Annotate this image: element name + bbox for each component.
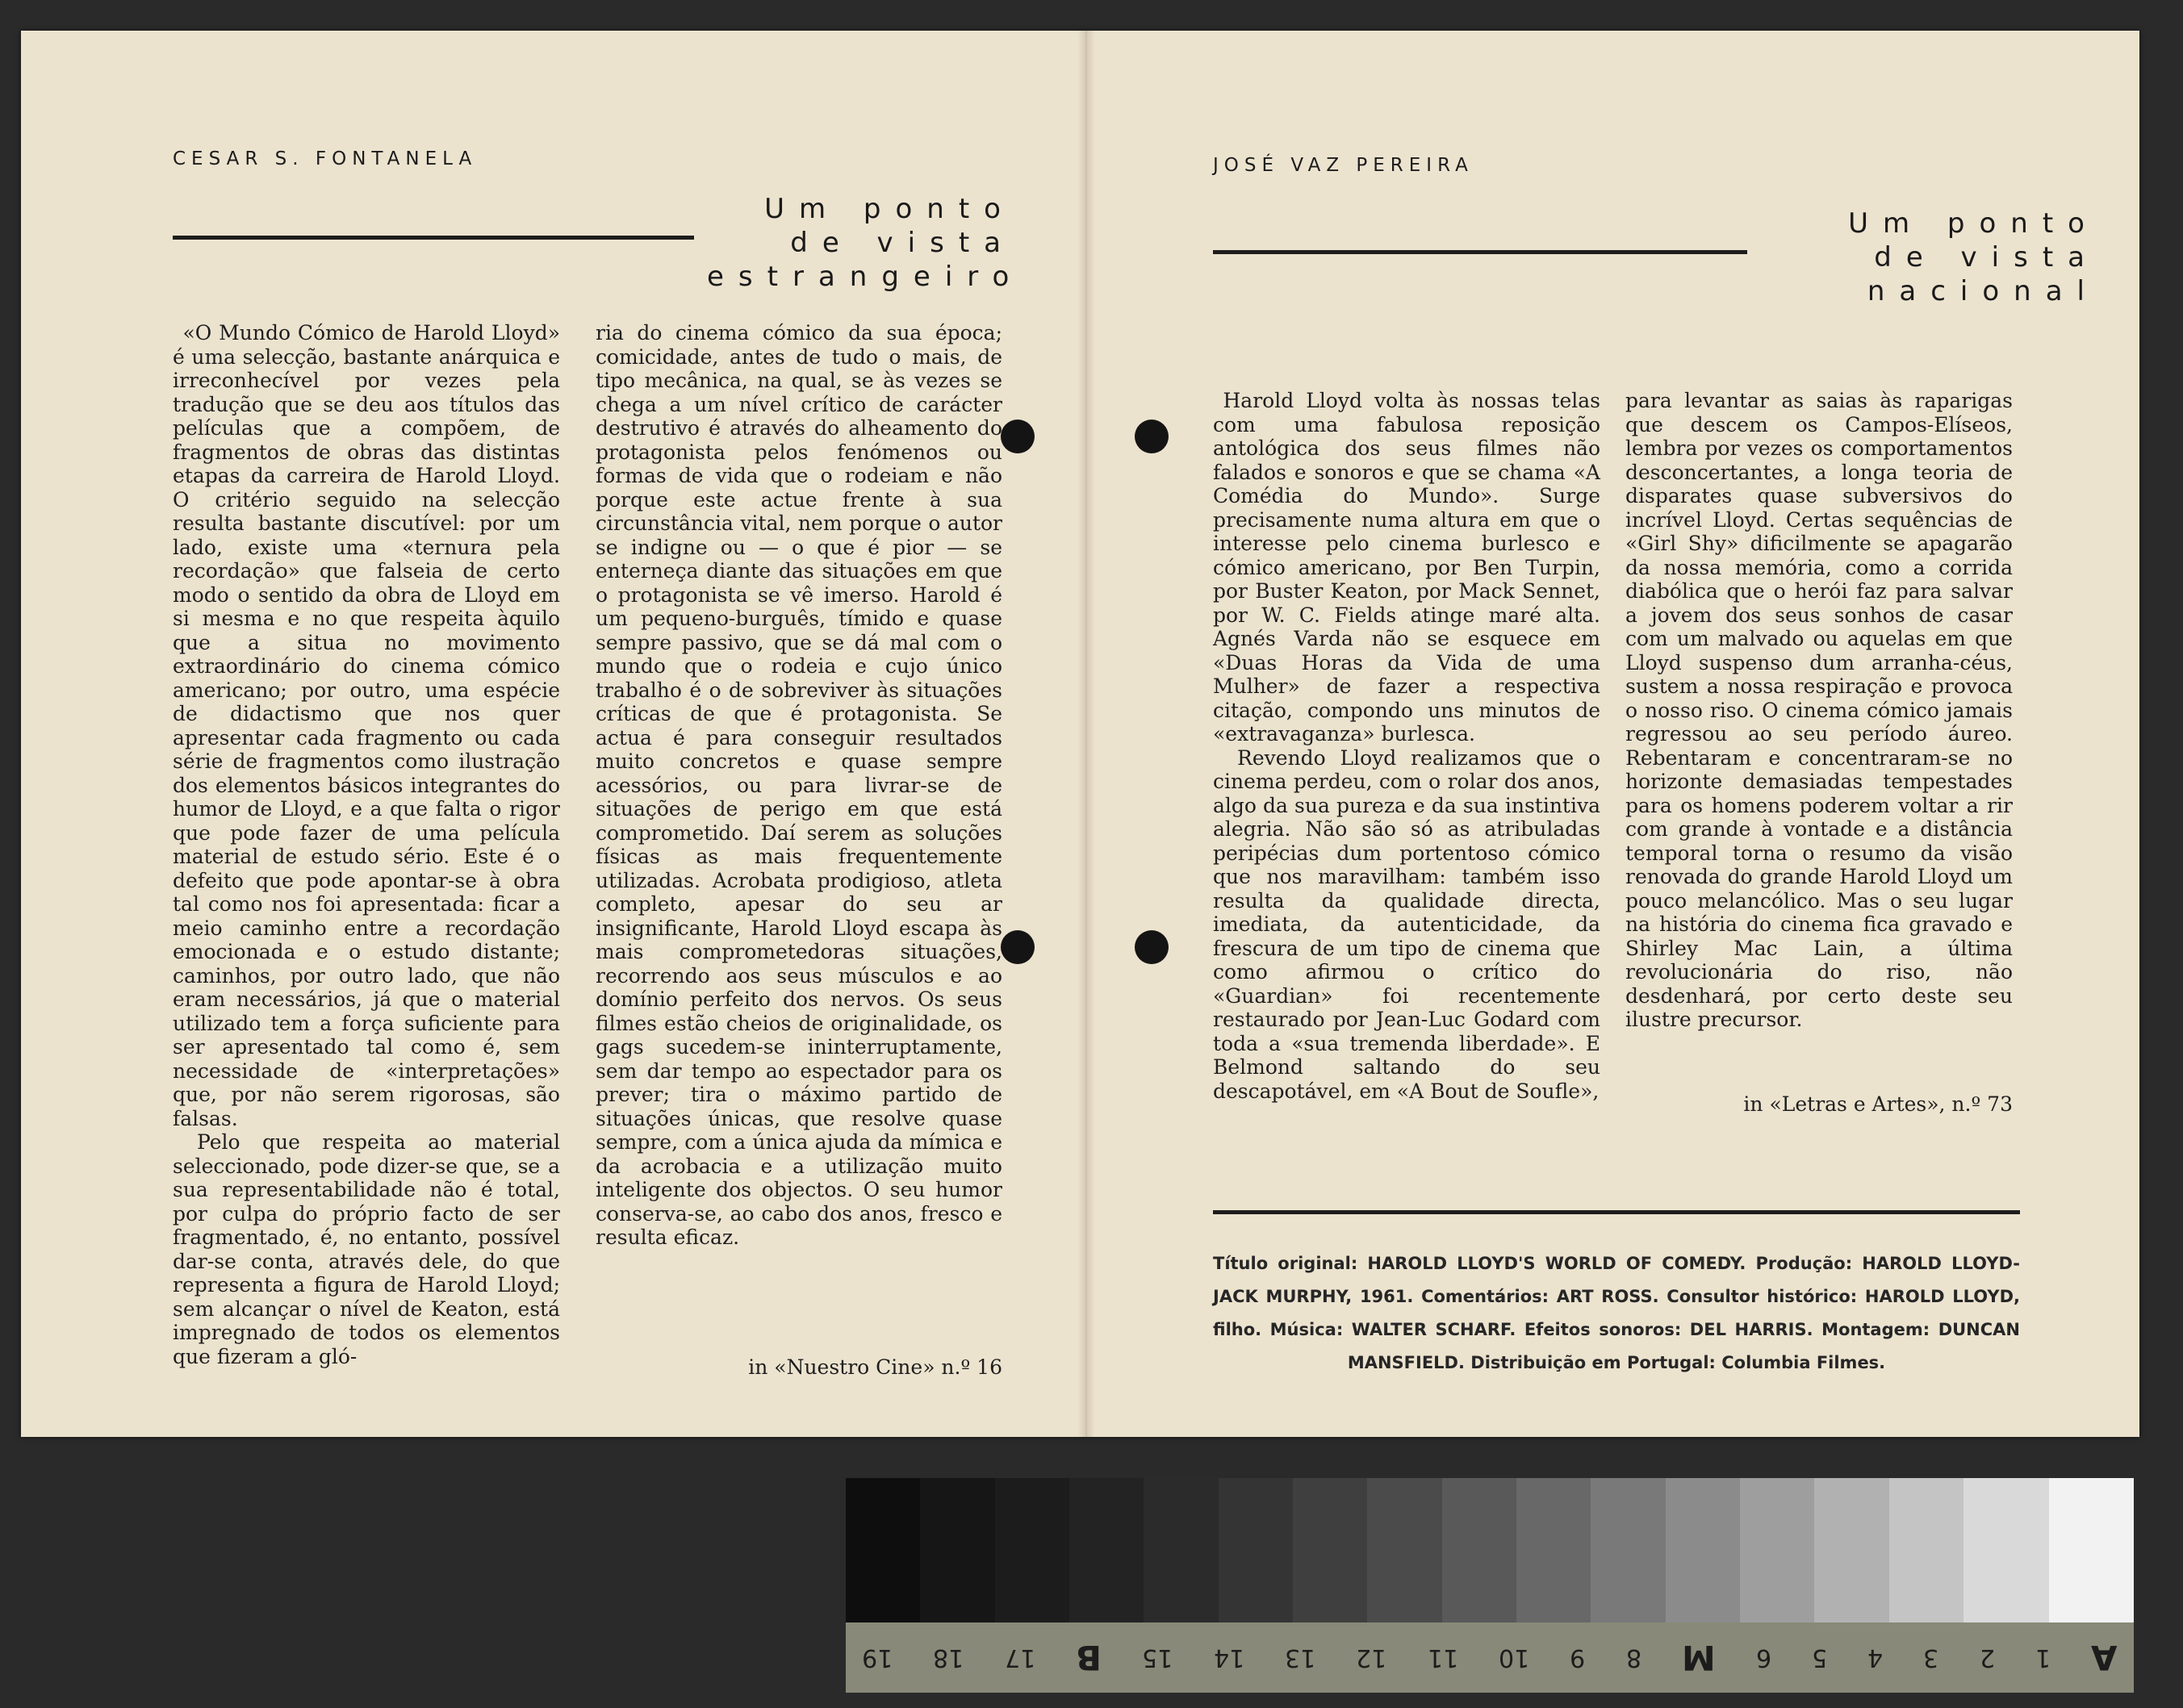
grey-patch — [1293, 1478, 1367, 1622]
author-name: CESAR S. FONTANELA — [173, 148, 478, 169]
title-rule — [173, 236, 694, 240]
paragraph: Revendo Lloyd realizamos que o cinema perdeu, com o rolar dos anos, algo da sua pureza e da sua instintiva alegria. Não são só as atribuladas peripécias dum portentoso cómico que nos maravilham: também isso resulta da qualidade directa, imediata, da autenticidade, da frescura de um tipo de cinema que como afirmou o crítico do «Guardian» foi recentemente restaurado por Jean-Luc Godard com toda a «sua tremenda liberdade». E Belmond saltando do seu descapotável, em «A Bout de Soufle», — [1213, 745, 1600, 1103]
section-title — [707, 192, 1024, 294]
right-page — [1095, 31, 2139, 1437]
paragraph: Pelo que respeita ao material seleccionado, pode dizer-se que, se a sua representabilidade não é total, por culpa do próprio facto de ser fragmentado, é, no entanto, possível dar-se conta, através dele, do que representa a figura de Harold Lloyd; sem alcançar o nível de Keaton, está impregnado de todos os elementos que fizeram a gló- — [173, 1130, 560, 1368]
grey-patch — [1516, 1478, 1591, 1622]
center-fold — [1077, 31, 1095, 1437]
ruler-label: 1 — [2035, 1643, 2051, 1672]
title-line: de vista — [1874, 241, 2099, 274]
ruler-label: 12 — [1356, 1643, 1387, 1672]
ruler-label: 17 — [1004, 1643, 1035, 1672]
article-source: in «Letras e Artes», n.º 73 — [1743, 1092, 2013, 1116]
grey-patch — [920, 1478, 994, 1622]
title-line: Um ponto — [764, 193, 1015, 225]
ruler-label: 5 — [1811, 1643, 1828, 1672]
grey-patch — [1591, 1478, 1665, 1622]
ruler-label: 8 — [1625, 1643, 1641, 1672]
title-line: de vista — [790, 227, 1015, 259]
paragraph: ria do cinema cómico da sua época; comicidade, antes de tudo o mais, de tipo mecânica, na qual, se às vezes se chega a um nível crítico de carácter destrutivo é através do alheamento do protagonista pelos fenómenos ou formas de vida que o rodeiam e não porque este actue frente à sua circunstância vital, nem porque o autor se indigne ou — o que é pior — se enterneça diante das situações em que o protagonista se vê imerso. Harold é um pequeno-burguês, tímido e quase sempre passivo, que se dá mal com o mundo que o rodeia e cujo único trabalho é o de sobreviver às situações críticas de que é protagonista. Se actua é para conseguir resultados muito concretos e quase sempre acessórios, ou para livrar-se de situações de perigo em que está comprometido. Daí serem as soluções físicas as mais frequentemente utilizadas. Acrobata prodigioso, atleta completo, apesar do seu ar insignificante, Harold Lloyd escapa às mais comprometedoras situações, recorrendo aos seus músculos e ao domínio perfeito dos nervos. Os seus filmes estão cheios de originalidade, os gags sucedem-se ininterruptamente, sem dar tempo ao espectador para os prever; tira o máximo partido de situações únicas, que resolve quase sempre, com a única ajuda da mímica e da acrobacia e a utilização muito inteligente dos objectos. O seu humor conserva-se, ao cabo dos anos, fresco e resulta eficaz. — [596, 321, 1002, 1249]
greyscale-calibration-strip — [846, 1478, 1963, 1622]
paragraph: Harold Lloyd volta às nossas telas com uma fabulosa reposição antológica dos seus filmes não falados e sonoros e que se chama «A Comédia do Mundo». Surge precisamente numa altura em que o interesse pelo cinema burlesco e cómico americano, por Ben Turpin, por Buster Keaton, por Mack Sennet, por W. C. Fields atinge maré alta. Agnés Varda não se esquece em «Duas Horas da Vida de uma Mulher» de fazer a respectiva citação, compondo uns minutos de «extravaganza» burlesca. — [1213, 389, 1600, 745]
grey-patch — [2049, 1478, 2135, 1622]
paragraph: «O Mundo Cómico de Harold Lloyd» é uma selecção, bastante anárquica e irreconhecível por vezes pela tradução que se deu aos títulos das películas que a compõem, de fragmentos de obras das distintas etapas da carreira de Harold Lloyd. O critério seguido na selecção resulta bastante discutível: por um lado, existe uma «ternura pela recordação» que falseia de certo modo o sentido da obra de Lloyd em si mesma e no que respeita àquilo que a situa no movimento extraordinário do cinema cómico americano; por outro, uma espécie de didactismo que nos quer apresentar cada fragmento ou cada série de fragmentos como ilustração dos elementos básicos integrantes do humor de Lloyd, e a que falta o rigor que pode fazer de uma película material de estudo sério. Este é o defeito que pode apontar-se à obra tal como nos foi apresentada: ficar a meio caminho entre a recordação emocionada e o estudo distante; caminhos, por outro lado, que não eram necessários, já que o material utilizado tem a força suficiente para ser apresentado tal como é, sem necessidade de «interpretações» que, por não serem rigorosas, são falsas. — [173, 321, 560, 1130]
credits-rule — [1213, 1210, 2020, 1214]
ruler-label: 10 — [1498, 1643, 1530, 1672]
ruler-label: A — [2091, 1638, 2118, 1677]
white-calibration-patches — [1963, 1478, 2134, 1622]
grey-patch — [995, 1478, 1069, 1622]
article-column-2 — [596, 321, 1002, 1250]
film-credits: Título original: HAROLD LLOYD'S WORLD OF COMEDY. Produção: HAROLD LLOYD-JACK MURPHY, 1961. Comentários: ART ROSS. Consultor histórico: HAROLD LLOYD, filho. Música: WALTER SCHARF. Efeitos sonoros: DEL HARRIS. Montagem: DUNCAN MANSFIELD. Distribuição em Portugal: Columbia Filmes. — [1213, 1254, 2020, 1372]
article-column-2 — [1625, 389, 2013, 1032]
ruler-label: 15 — [1142, 1643, 1173, 1672]
grey-patch — [846, 1478, 920, 1622]
grey-patch — [1740, 1478, 1814, 1622]
ruler-label: 3 — [1923, 1643, 1939, 1672]
ruler-label: 4 — [1867, 1643, 1884, 1672]
grey-patch — [1814, 1478, 1888, 1622]
section-title — [1757, 207, 2099, 308]
article-source: in «Nuestro Cine» n.º 16 — [748, 1355, 1002, 1379]
ruler-label: 14 — [1213, 1643, 1244, 1672]
ruler-label: 19 — [862, 1643, 893, 1672]
title-line: nacional — [1867, 275, 2099, 307]
ruler-label: B — [1076, 1638, 1102, 1677]
grey-patch — [1889, 1478, 1963, 1622]
grey-patch — [1963, 1478, 2049, 1622]
grey-patch — [1666, 1478, 1740, 1622]
grey-patch — [1367, 1478, 1441, 1622]
ruler-label: 9 — [1570, 1643, 1586, 1672]
folded-leaflet — [21, 31, 2139, 1437]
ruler-label: 11 — [1427, 1643, 1458, 1672]
title-line: Um ponto — [1848, 207, 2099, 240]
scale-ruler — [846, 1622, 2134, 1693]
article-column-1 — [173, 321, 560, 1368]
title-rule — [1213, 250, 1747, 254]
ruler-label: M — [1681, 1638, 1716, 1677]
left-page — [21, 31, 1077, 1437]
grey-patch — [1144, 1478, 1218, 1622]
author-name: JOSÉ VAZ PEREIRA — [1213, 155, 1474, 176]
ruler-label: 2 — [1979, 1643, 1995, 1672]
grey-patch — [1442, 1478, 1516, 1622]
ruler-label: 13 — [1284, 1643, 1316, 1672]
grey-patch — [1219, 1478, 1293, 1622]
paragraph: para levantar as saias às raparigas que descem os Campos-Elíseos, lembra por vezes os comportamentos desconcertantes, a longa teoria de disparates quase subversivos do incrível Lloyd. Certas sequências de «Girl Shy» dificilmente se apagarão da nossa memória, como a corrida diabólica que o herói faz para salvar a jovem dos seus sonhos de casar com um malvado ou aquelas em que Lloyd suspenso dum arranha-céus, sustem a nossa respiração e provoca o nosso riso. O cinema cómico jamais regressou ao seu período áureo. Rebentaram e concentraram-se no horizonte demasiadas tempestades para os homens poderem voltar a rir com grande à vontade e a distância temporal torna o resumo da visão renovada do grande Harold Lloyd um pouco melancólico. Mas o seu lugar na história do cinema fica gravado e Shirley Mac Lain, a última revolucionária do riso, não desdenhará, por certo deste seu ilustre precursor. — [1625, 389, 2013, 1031]
grey-patch — [1069, 1478, 1144, 1622]
ruler-label: 18 — [933, 1643, 964, 1672]
article-column-1 — [1213, 389, 1600, 1103]
title-line: estrangeiro — [707, 261, 1024, 293]
ruler-label: 6 — [1755, 1643, 1771, 1672]
